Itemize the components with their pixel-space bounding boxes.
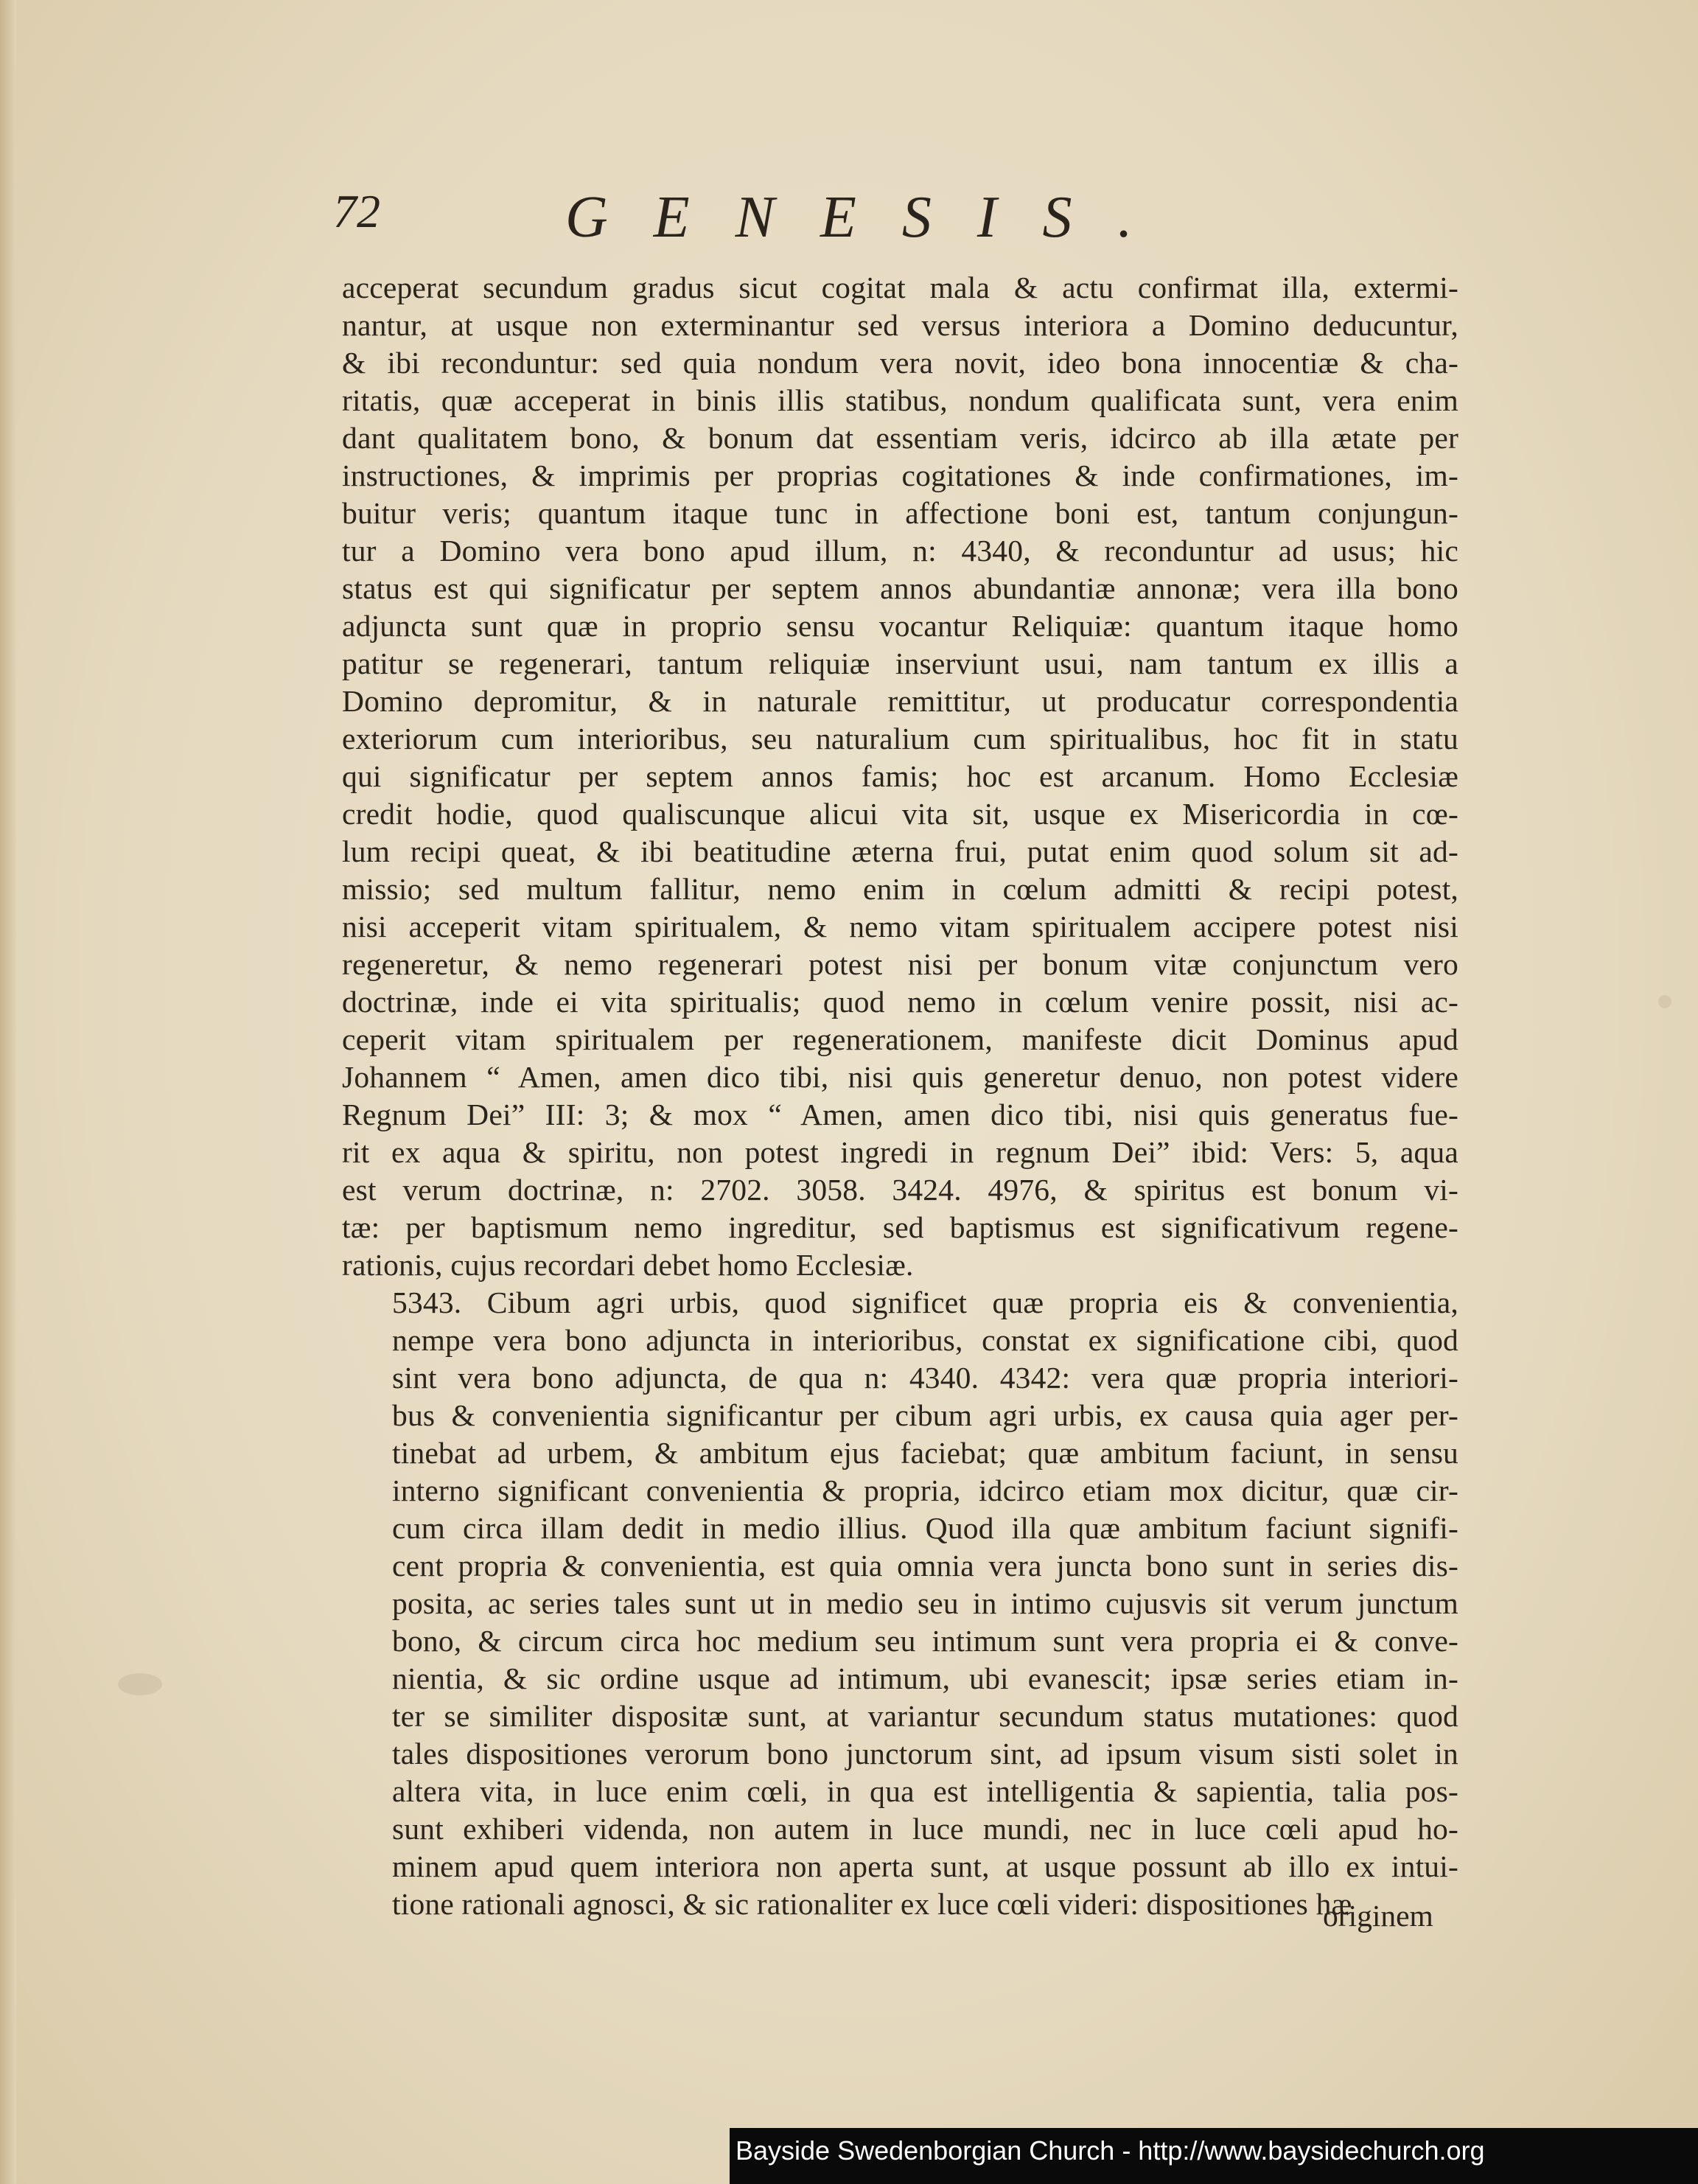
- text-line: posita, ac series tales sunt ut in medio seu in intimo cujusvis sit verum junctum: [392, 1586, 1458, 1620]
- text-line: lum recipi queat, & ibi beatitudine æterna frui, putat enim quod solum sit ad-: [342, 834, 1458, 868]
- text-line: nempe vera bono adjuncta in interioribus, constat ex significatione cibi, quod: [392, 1323, 1458, 1357]
- text-line: acceperat secundum gradus sicut cogitat mala & actu confirmat illa, extermi-: [342, 271, 1458, 304]
- text-line: sunt exhiberi videnda, non autem in luce mundi, nec in luce cœli apud ho-: [392, 1812, 1458, 1846]
- text-line: rationis, cujus recordari debet homo Ecclesiæ.: [342, 1248, 914, 1282]
- text-line: qui significatur per septem annos famis; hoc est arcanum. Homo Ecclesiæ: [342, 759, 1458, 793]
- text-line: patitur se regenerari, tantum reliquiæ inserviunt usui, nam tantum ex illis a: [342, 646, 1458, 680]
- text-line: instructiones, & imprimis per proprias cogitationes & inde confirmationes, im-: [342, 458, 1458, 492]
- body-text: [342, 269, 1458, 1923]
- text-line: bono, & circum circa hoc medium seu intimum sunt vera propria ei & conve-: [392, 1624, 1458, 1658]
- text-line: & ibi reconduntur: sed quia nondum vera novit, ideo bona innocentiæ & cha-: [342, 346, 1458, 380]
- page-binding-edge: [0, 0, 16, 2184]
- running-head: GENESIS.: [565, 185, 1178, 250]
- text-line: cent propria & convenientia, est quia omnia vera juncta bono sunt in series dis-: [392, 1549, 1458, 1583]
- text-line: Regnum Dei” III: 3; & mox “ Amen, amen dico tibi, nisi quis generatus fue-: [342, 1098, 1458, 1131]
- text-line: doctrinæ, inde ei vita spiritualis; quod nemo in cœlum venire possit, nisi ac-: [342, 985, 1458, 1019]
- text-line: credit hodie, quod qualiscunque alicui vita sit, usque ex Misericordia in cœ-: [342, 797, 1458, 831]
- text-line: buitur veris; quantum itaque tunc in affectione boni est, tantum conjungun-: [342, 496, 1458, 530]
- text-line: status est qui significatur per septem annos abundantiæ annonæ; vera illa bono: [342, 571, 1458, 605]
- text-line: ceperit vitam spiritualem per regenerationem, manifeste dicit Dominus apud: [342, 1022, 1458, 1056]
- text-line: cum circa illam dedit in medio illius. Quod illa quæ ambitum faciunt signifi-: [392, 1511, 1458, 1545]
- text-line: minem apud quem interiora non aperta sunt, at usque possunt ab illo ex intui-: [392, 1849, 1458, 1883]
- paper-spot: [1658, 995, 1671, 1008]
- text-line: adjuncta sunt quæ in proprio sensu vocantur Reliquiæ: quantum itaque homo: [342, 609, 1458, 643]
- text-line: tales dispositiones verorum bono junctorum sint, ad ipsum visum sisti solet in: [392, 1737, 1458, 1770]
- text-line: est verum doctrinæ, n: 2702. 3058. 3424. 4976, & spiritus est bonum vi-: [342, 1173, 1458, 1207]
- text-line: exteriorum cum interioribus, seu naturalium cum spiritualibus, hoc fit in statu: [342, 722, 1458, 756]
- text-line: bus & convenientia significantur per cibum agri urbis, ex causa quia ager per-: [392, 1398, 1458, 1432]
- page-number: 72: [333, 185, 380, 237]
- text-line: missio; sed multum fallitur, nemo enim in cœlum admitti & recipi potest,: [342, 872, 1458, 906]
- text-line: tur a Domino vera bono apud illum, n: 4340, & reconduntur ad usus; hic: [342, 534, 1458, 568]
- text-line: ritatis, quæ acceperat in binis illis statibus, nondum qualificata sunt, vera enim: [342, 383, 1458, 417]
- text-line: altera vita, in luce enim cœli, in qua est intelligentia & sapientia, talia pos-: [392, 1774, 1458, 1808]
- text-line: sint vera bono adjuncta, de qua n: 4340. 4342: vera quæ propria interiori-: [392, 1361, 1458, 1395]
- text-line: Johannem “ Amen, amen dico tibi, nisi quis generetur denuo, non potest videre: [342, 1060, 1458, 1094]
- text-line: 5343. Cibum agri urbis, quod significet quæ propria eis & convenientia,: [392, 1285, 1458, 1319]
- text-line: Domino depromitur, & in naturale remittitur, ut producatur correspondentia: [342, 684, 1458, 718]
- paragraph-1: [342, 269, 1458, 1284]
- text-line: dant qualitatem bono, & bonum dat essentiam veris, idcirco ab illa ætate per: [342, 421, 1458, 455]
- text-line: tinebat ad urbem, & ambitum ejus faciebat; quæ ambitum faciunt, in sensu: [392, 1436, 1458, 1470]
- catchword: originem: [1323, 1899, 1433, 1933]
- text-line: nisi acceperit vitam spiritualem, & nemo vitam spiritualem accipere potest nisi: [342, 910, 1458, 943]
- text-line: nientia, & sic ordine usque ad intimum, ubi evanescit; ipsæ series etiam in-: [392, 1661, 1458, 1695]
- paper-spot: [118, 1673, 162, 1695]
- text-line: tæ: per baptismum nemo ingreditur, sed baptismus est significativum regene-: [342, 1210, 1458, 1244]
- text-line: regeneretur, & nemo regenerari potest nisi per bonum vitæ conjunctum vero: [342, 947, 1458, 981]
- text-line: interno significant convenientia & propria, idcirco etiam mox dicitur, quæ cir-: [392, 1473, 1458, 1507]
- paragraph-2: [342, 1284, 1458, 1923]
- page-header: [333, 184, 1453, 251]
- text-line: rit ex aqua & spiritu, non potest ingredi in regnum Dei” ibid: Vers: 5, aqua: [342, 1135, 1458, 1169]
- text-line: nantur, at usque non exterminantur sed versus interiora a Domino deducuntur,: [342, 308, 1458, 342]
- text-line: ter se similiter dispositæ sunt, at variantur secundum status mutationes: quod: [392, 1699, 1458, 1733]
- footer-credit: Bayside Swedenborgian Church - http://www.baysidechurch.org: [736, 2135, 1485, 2166]
- text-line: tione rationali agnosci, & sic rationaliter ex luce cœli videri: dispositiones hæ: [392, 1887, 1352, 1921]
